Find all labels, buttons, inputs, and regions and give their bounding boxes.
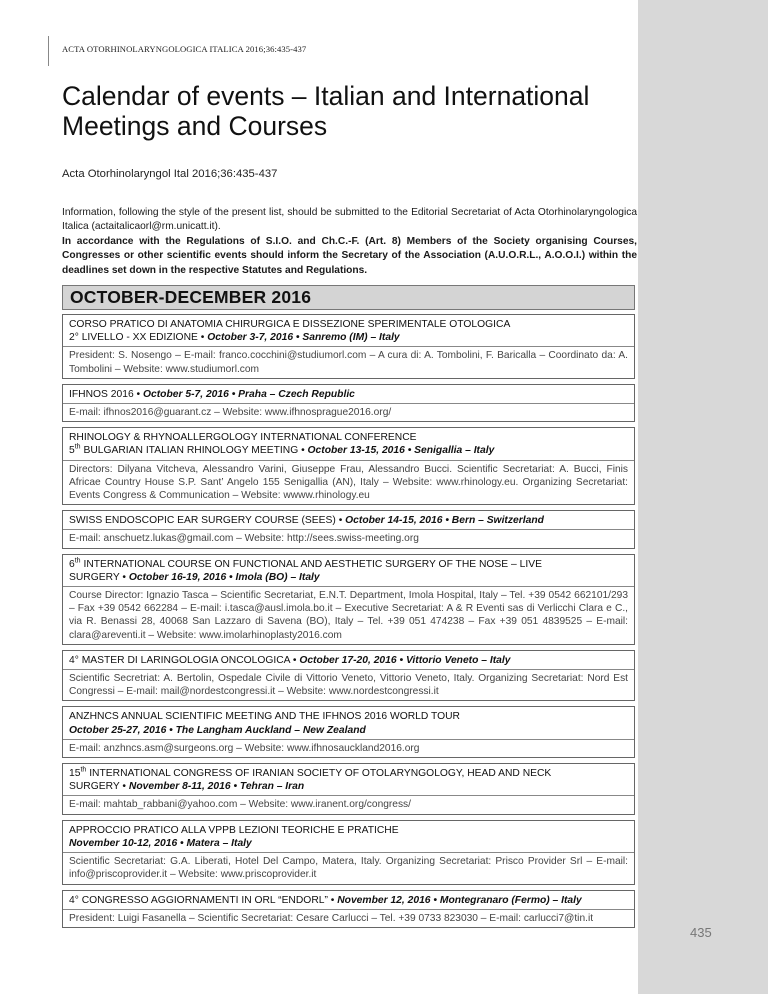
event-date-location: October 3-7, 2016 • Sanremo (IM) – Italy (207, 332, 400, 344)
event-details: E-mail: mahtab_rabbani@yahoo.com – Website: www.iranent.org/congress/ (69, 799, 411, 811)
event-entry (62, 554, 635, 645)
event-ordinal-number: 6 (69, 558, 75, 570)
event-entry (62, 763, 635, 815)
header-rule (48, 36, 49, 66)
event-details: President: Luigi Fasanella – Scientific Secretariat: Cesare Carlucci – Tel. +39 0733 823030 – E-mail: carlucci7@tin.it (69, 912, 594, 924)
section-title: OCTOBER-DECEMBER 2016 (70, 287, 312, 307)
event-ordinal-number: 5 (69, 445, 75, 457)
event-ordinal-suffix: th (80, 766, 87, 774)
event-title: INTERNATIONAL COURSE ON FUNCTIONAL AND AESTHETIC SURGERY OF THE NOSE – LIVE (83, 558, 542, 570)
event-entry (62, 314, 635, 379)
event-header: 6th INTERNATIONAL COURSE ON FUNCTIONAL AND AESTHETIC SURGERY OF THE NOSE – LIVE SURGERY • October 16-19, 2016 • Imola (BO) – Italy (63, 555, 634, 587)
event-title: RHINOLOGY & RHYNOALLERGOLOGY INTERNATIONAL CONFERENCE (69, 432, 417, 444)
event-header: 15th INTERNATIONAL CONGRESS OF IRANIAN SOCIETY OF OTOLARYNGOLOGY, HEAD AND NECK SURGERY • November 8-11, 2016 • Tehran – Iran (63, 764, 634, 796)
event-title: APPROCCIO PRATICO ALLA VPPB LEZIONI TEORICHE E PRATICHE (69, 824, 399, 836)
event-details: Course Director: Ignazio Tasca – Scientific Secretariat, E.N.T. Department, Imola Hospital, Italy – Tel. +39 0542 662101/293 – Fax +39 0542 662284 – E-mail: i.tasca@ausl.imola.bo.it – Executive Secretariat: A & R Eventi sas di Verlicchi Clara e C., via R. Benassi 28, 40068 San Lazzaro di Savena (BO), Italy – Tel. +39 051 474238 – Fax +39 051 4839525 – E-mail: clara@areventi.it – Website: www.imolarhinoplasty2016.com (69, 590, 628, 641)
event-header: SWISS ENDOSCOPIC EAR SURGERY COURSE (SEES) • October 14-15, 2016 • Bern – Switzerland (63, 511, 634, 530)
event-details: Scientific Secretariat: G.A. Liberati, Hotel Del Campo, Matera, Italy. Organizing Secretariat: Prisco Provider Srl – E-mail: info@priscoprovider.it – Website: www.priscoprovider.it (69, 856, 628, 881)
event-entry (62, 384, 635, 422)
event-subtitle: SURGERY (69, 781, 120, 793)
event-title: IFHNOS 2016 (69, 388, 134, 400)
event-title: SWISS ENDOSCOPIC EAR SURGERY COURSE (SEES) (69, 515, 336, 527)
page-number: 435 (690, 925, 712, 940)
running-header: ACTA OTORHINOLARYNGOLOGICA ITALICA 2016;36:435-437 (62, 44, 307, 54)
event-title: CORSO PRATICO DI ANATOMIA CHIRURGICA E DISSEZIONE SPERIMENTALE OTOLOGICA (69, 319, 511, 330)
event-title: 4° CONGRESSO AGGIORNAMENTI IN ORL “ENDORL” (69, 894, 328, 906)
event-subtitle: BULGARIAN ITALIAN RHINOLOGY MEETING (83, 445, 299, 457)
event-date-location: October 5-7, 2016 • Praha – Czech Republic (143, 388, 355, 400)
event-entry (62, 890, 635, 928)
event-entry (62, 650, 635, 702)
event-date-location: November 10-12, 2016 • Matera – Italy (69, 837, 252, 849)
event-details: E-mail: ifhnos2016@guarant.cz – Website: www.ifhnosprague2016.org/ (69, 407, 392, 419)
event-date-location: October 17-20, 2016 • Vittorio Veneto – Italy (299, 654, 511, 666)
event-details: Directors: Dilyana Vitcheva, Alessandro Varini, Giuseppe Frau, Alessandro Bucci. Scientific Secretariat: A. Bucci, Finis Africae Country House S.P. Sant’ Angelo 155 Senigallia (AN), Italy – Website: www.rhinology.eu. Organizing Secretariat: Events Congress & Communication – Website: wwww.rhinology.eu (69, 463, 628, 502)
event-entry (62, 706, 635, 758)
page-title (62, 81, 622, 141)
event-date-location: October 16-19, 2016 • Imola (BO) – Italy (128, 571, 320, 583)
event-header: 4° CONGRESSO AGGIORNAMENTI IN ORL “ENDORL” • November 12, 2016 • Montegranaro (Fermo) – Italy (63, 891, 634, 910)
event-date-location: October 13-15, 2016 • Senigallia – Italy (307, 445, 495, 457)
event-subtitle: SURGERY (69, 571, 120, 583)
event-entry (62, 427, 635, 505)
event-date-location: October 25-27, 2016 • The Langham Auckland – New Zealand (69, 724, 366, 736)
event-header (63, 821, 634, 853)
event-title: 4° MASTER DI LARINGOLOGIA ONCOLOGICA (69, 654, 290, 666)
event-details: E-mail: anschuetz.lukas@gmail.com – Website: http://sees.swiss-meeting.org (69, 533, 419, 545)
event-header: IFHNOS 2016 • October 5-7, 2016 • Praha – Czech Republic (63, 385, 634, 404)
event-date-location: November 8-11, 2016 • Tehran – Iran (128, 781, 305, 793)
event-ordinal-suffix: th (74, 444, 81, 451)
event-details: E-mail: anzhncs.asm@surgeons.org – Website: www.ifhnosauckland2016.org (69, 742, 420, 754)
title-line-2: Meetings and Courses (62, 111, 328, 141)
event-entry (62, 820, 635, 885)
citation: Acta Otorhinolaryngol Ital 2016;36:435-437 (62, 168, 278, 180)
section-header (62, 285, 635, 310)
events-list (62, 314, 635, 933)
event-header: RHINOLOGY & RHYNOALLERGOLOGY INTERNATIONAL CONFERENCE 5th BULGARIAN ITALIAN RHINOLOGY MEETING • October 13-15, 2016 • Senigallia – Italy (63, 428, 634, 460)
event-date-location: November 12, 2016 • Montegranaro (Fermo) – Italy (337, 894, 582, 906)
title-line-1: Calendar of events – Italian and International (62, 81, 590, 111)
event-entry (62, 510, 635, 548)
intro-bold-text: In accordance with the Regulations of S.I.O. and Ch.C.-F. (Art. 8) Members of the Society organising Courses, Congresses or other scientific events should inform the Secretary of the Association (A.U.O.R.L., A.O.O.I.) within the deadlines set down in the respective Statutes and Regulations. (62, 235, 637, 276)
event-details: Scientific Secretriat: A. Bertolin, Ospedale Civile di Vittorio Veneto, Vittorio Veneto, Italy. Organizing Secretariat: Nord Est Congressi – E-mail: mail@nordestcongressi.it – Website: www.nordestcongressi.it (69, 673, 628, 698)
event-ordinal-number: 15 (69, 768, 81, 780)
event-date-location: October 14-15, 2016 • Bern – Switzerland (345, 515, 544, 527)
event-title: INTERNATIONAL CONGRESS OF IRANIAN SOCIETY OF OTOLARYNGOLOGY, HEAD AND NECK (89, 768, 552, 780)
event-header: 4° MASTER DI LARINGOLOGIA ONCOLOGICA • October 17-20, 2016 • Vittorio Veneto – Italy (63, 651, 634, 670)
event-details: President: S. Nosengo – E-mail: franco.cocchini@studiumorl.com – A cura di: A. Tombolini, F. Baricalla – Coordinato da: A. Tombolini – Website: www.studiumorl.com (69, 350, 628, 375)
page-margin-sidebar (638, 0, 768, 994)
intro-text: Information, following the style of the present list, should be submitted to the Editorial Secretariat of Acta Otorhinolaryngologica Italica (actaitalicaorl@rm.unicatt.it). (62, 207, 637, 233)
event-title: ANZHNCS ANNUAL SCIENTIFIC MEETING AND THE IFHNOS 2016 WORLD TOUR (69, 711, 460, 723)
event-subtitle: 2° LIVELLO - XX EDIZIONE (69, 332, 198, 344)
event-header (63, 707, 634, 739)
intro-paragraph (62, 206, 637, 278)
event-header: CORSO PRATICO DI ANATOMIA CHIRURGICA E DISSEZIONE SPERIMENTALE OTOLOGICA 2° LIVELLO - XX EDIZIONE • October 3-7, 2016 • Sanremo (IM) – Italy (63, 315, 634, 347)
event-ordinal-suffix: th (74, 557, 81, 565)
